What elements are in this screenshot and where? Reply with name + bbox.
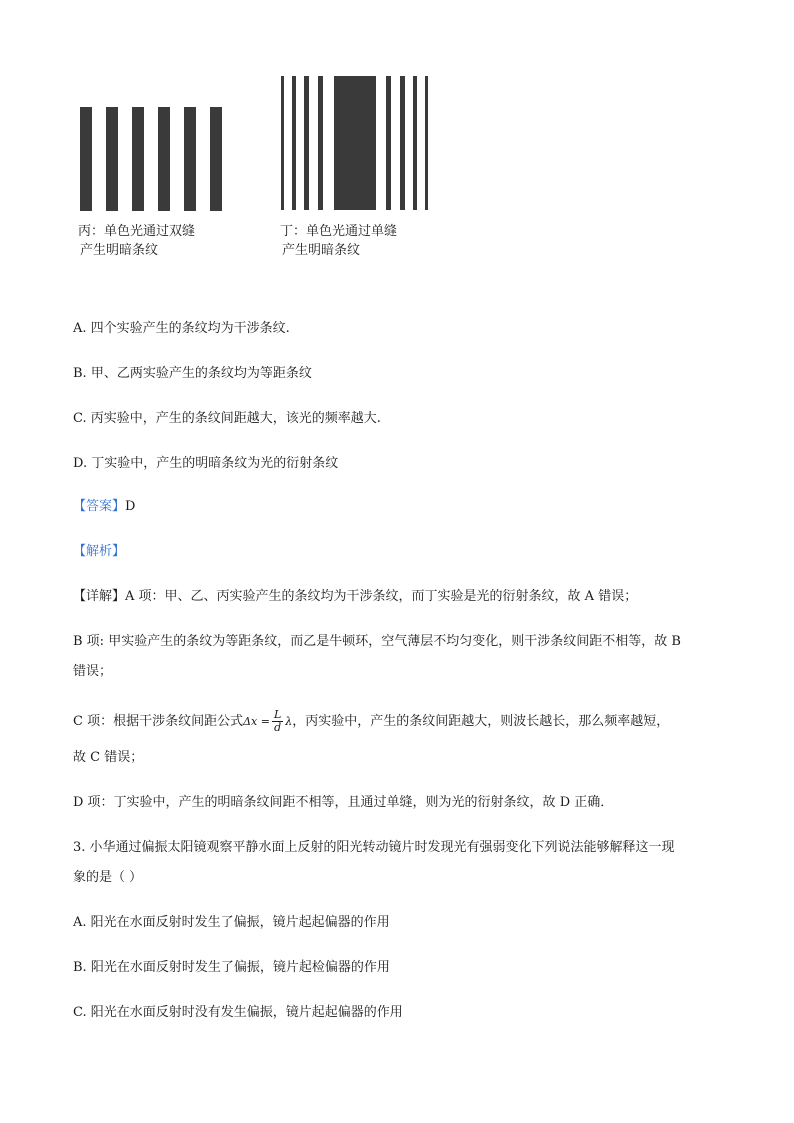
q3-stem-line2: 象的是（ ） (73, 870, 143, 885)
central-fringe-bar (334, 76, 376, 210)
q3-option-b: B. 阳光在水面反射时发生了偏振，镜片起检偏器的作用 (73, 960, 390, 975)
formula-lambda: λ (285, 715, 293, 728)
fringe-bar (132, 107, 144, 211)
answer-value: D (125, 499, 136, 514)
fringe-bar (106, 107, 118, 211)
fringe-bar (281, 76, 284, 210)
fringe-bar (158, 107, 170, 211)
detail-c-prefix: C 项：根据干涉条纹间距公式 (73, 714, 244, 729)
figure-caption-right-line1: 丁：单色光通过单缝 (280, 224, 398, 239)
figure-caption-left-line2: 产生明暗条纹 (80, 243, 159, 258)
fringe-bar (184, 107, 196, 211)
detail-c-suffix: ，丙实验中，产生的条纹间距越大，则波长越长，那么频率越短， (292, 714, 670, 729)
figure-caption-left-line1: 丙：单色光通过双缝 (78, 224, 196, 239)
analysis-label: 【解析】 (73, 544, 126, 559)
detail-a-line (73, 587, 637, 607)
answer-line (73, 497, 135, 517)
detail-b-line1: B 项: 甲实验产生的条纹为等距条纹，而乙是牛顿环，空气薄层不均匀变化，则干涉条纹间距不相等，故 B (73, 634, 681, 649)
detail-a-text: A 项：甲、乙、丙实验产生的条纹均为干涉条纹，而丁实验是光的衍射条纹，故 A 错误； (125, 589, 638, 604)
analysis-line (73, 542, 125, 562)
formula-numerator: L (273, 708, 282, 721)
fringe-bar (318, 76, 323, 210)
formula-fraction (272, 709, 283, 734)
single-slit-fringe-figure (280, 76, 432, 212)
fringe-bar (425, 76, 428, 210)
fringe-bar (304, 76, 309, 210)
detail-b-line2: 错误； (73, 664, 113, 679)
answer-label: 【答案】 (73, 499, 126, 514)
q2-option-a: A. 四个实验产生的条纹均为干涉条纹. (73, 321, 290, 336)
detail-label: 【详解】 (73, 589, 126, 604)
q2-option-b: B. 甲、乙两实验产生的条纹均为等距条纹 (73, 366, 312, 381)
q2-option-c: C. 丙实验中，产生的条纹间距越大，该光的频率越大. (73, 411, 381, 426)
detail-d-line: D 项：丁实验中，产生的明暗条纹间距不相等，且通过单缝，则为光的衍射条纹，故 D 正确． (73, 795, 614, 810)
detail-c-line1 (73, 708, 669, 736)
formula-denominator: d (274, 721, 282, 734)
fringe-bar (400, 76, 405, 210)
fringe-bar (292, 76, 296, 210)
fringe-bar (413, 76, 417, 210)
detail-c-line2: 故 C 错误； (73, 750, 144, 765)
fringe-bar (80, 107, 92, 211)
fringe-bar (210, 107, 222, 211)
q3-stem-line1: 3. 小华通过偏振太阳镜观察平静水面上反射的阳光转动镜片时发现光有强弱变化下列说法能够解释这一现 (73, 840, 675, 855)
formula-delta-x: Δx = (243, 715, 270, 728)
q3-option-c: C. 阳光在水面反射时没有发生偏振，镜片起起偏器的作用 (73, 1005, 403, 1020)
figure-caption-right-line2: 产生明暗条纹 (282, 243, 361, 258)
fringe-bar (386, 76, 391, 210)
q2-option-d: D. 丁实验中，产生的明暗条纹为光的衍射条纹 (73, 456, 339, 471)
double-slit-fringe-figure (78, 107, 228, 213)
q3-option-a: A. 阳光在水面反射时发生了偏振，镜片起起偏器的作用 (73, 915, 390, 930)
